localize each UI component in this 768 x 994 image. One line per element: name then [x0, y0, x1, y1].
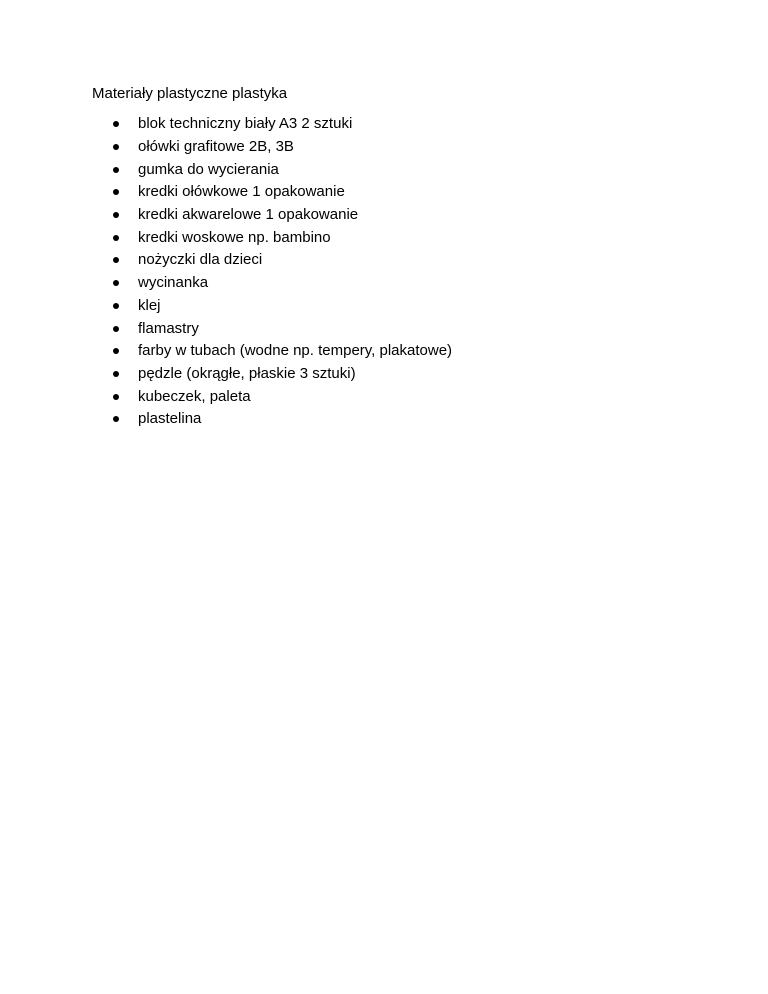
bullet-icon: [113, 167, 119, 173]
list-item-text: ołówki grafitowe 2B, 3B: [138, 138, 294, 156]
list-item: [113, 317, 452, 340]
list-item-text: farby w tubach (wodne np. tempery, plakatowe): [138, 342, 453, 360]
list-item: [113, 272, 452, 295]
list-item-text: pędzle (okrągłe, płaskie 3 sztuki): [138, 364, 356, 382]
bullet-icon: [113, 371, 119, 377]
list-item: [113, 204, 452, 227]
bullet-icon: [113, 212, 119, 218]
list-item-text: plastelina: [138, 410, 202, 428]
bullet-icon: [113, 416, 119, 422]
bullet-icon: [113, 121, 119, 127]
list-item: [113, 158, 452, 181]
list-item: [113, 226, 452, 249]
list-item-text: kredki akwarelowe 1 opakowanie: [138, 206, 359, 224]
list-item: [113, 363, 452, 386]
list-item-text: kredki woskowe np. bambino: [138, 228, 331, 246]
list-item: [113, 385, 452, 408]
bullet-icon: [113, 235, 119, 241]
list-item-text: flamastry: [138, 319, 199, 337]
list-item: [113, 249, 452, 272]
list-item: [113, 136, 452, 159]
bullet-icon: [113, 303, 119, 309]
list-item: [113, 408, 452, 431]
bullet-icon: [113, 348, 119, 354]
bullet-icon: [113, 280, 119, 286]
list-item: [113, 295, 452, 318]
list-item-text: blok techniczny biały A3 2 sztuki: [138, 115, 353, 133]
bullet-icon: [113, 189, 119, 195]
list-item-text: kredki ołówkowe 1 opakowanie: [138, 183, 345, 201]
list-item-text: gumka do wycierania: [138, 160, 279, 178]
bullet-icon: [113, 326, 119, 332]
list-item: [113, 181, 452, 204]
bullet-icon: [113, 144, 119, 150]
bullet-icon: [113, 257, 119, 263]
list-item-text: wycinanka: [138, 274, 209, 292]
list-item-text: klej: [138, 296, 161, 314]
list-item-text: nożyczki dla dzieci: [138, 251, 263, 269]
list-item: [113, 113, 452, 136]
bullet-icon: [113, 394, 119, 400]
list-item: [113, 340, 452, 363]
document-title: Materiały plastyczne plastyka: [92, 85, 288, 102]
supply-list: [113, 113, 452, 431]
list-item-text: kubeczek, paleta: [138, 387, 251, 405]
